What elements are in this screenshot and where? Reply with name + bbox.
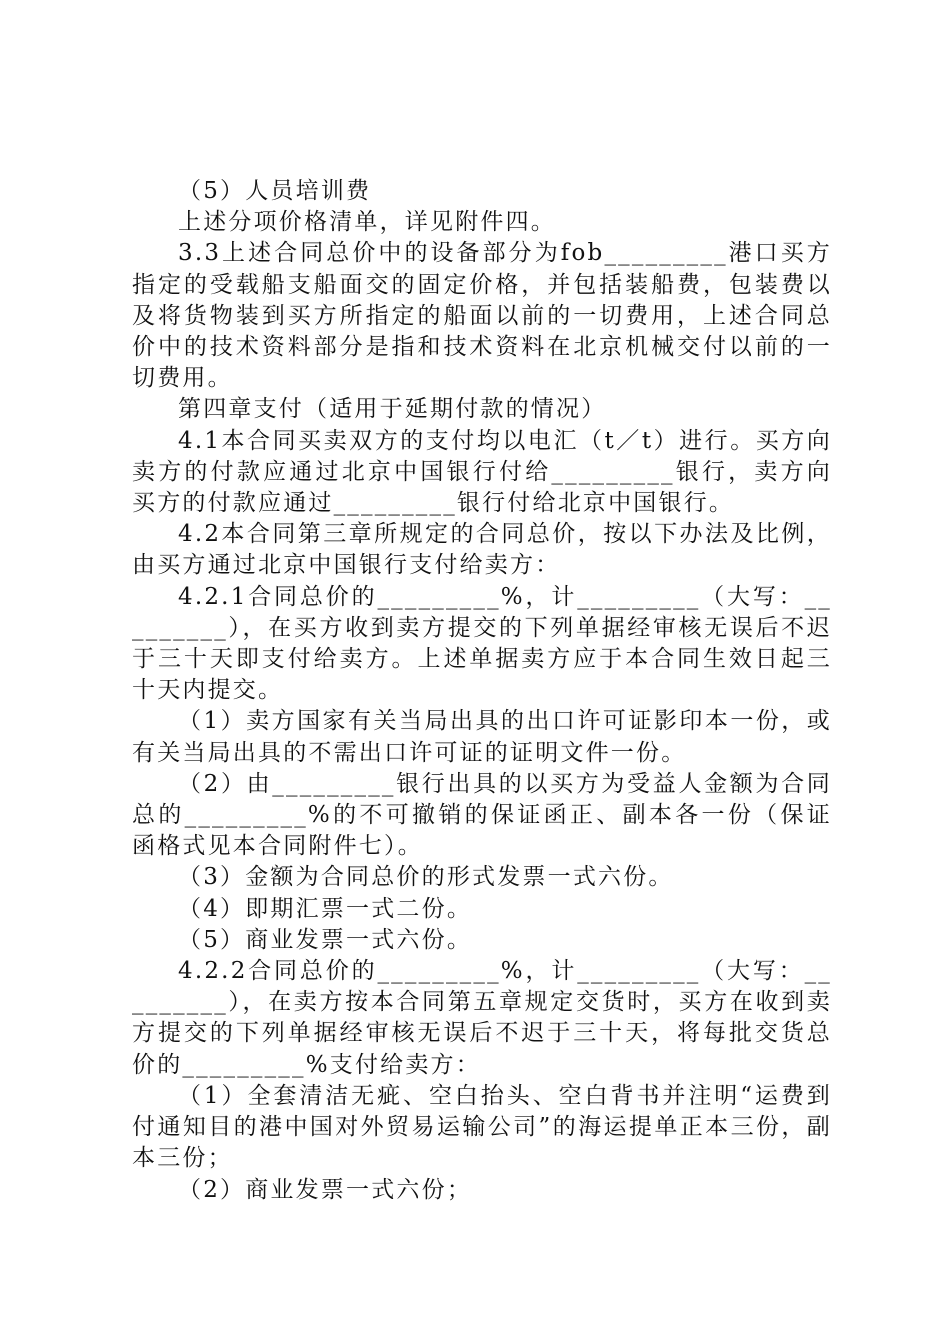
chapter-4-heading: 第四章支付（适用于延期付款的情况）: [178, 396, 607, 423]
document-body: [132, 176, 832, 1206]
paragraph-price-list-note: 上述分项价格清单，详见附件四。: [178, 209, 556, 236]
paragraph-4-2-2: 4.2.2合同总价的_________%，计_________（大写：_________），在卖方按本合同第五章规定交货时，买方在收到卖方提交的下列单据经审核无误后不迟于三十天，将每批交货总价的_________%支付给卖方：: [132, 958, 832, 1078]
paragraph-4-2: 4.2本合同第三章所规定的合同总价，按以下办法及比例，由买方通过北京中国银行支付给卖方：: [132, 521, 832, 579]
list-item-commercial-invoice: （5）商业发票一式六份。: [178, 926, 473, 953]
list-item-sight-draft: （4）即期汇票一式二份。: [178, 895, 473, 922]
paragraph-personnel-training-fee: （5）人员培训费: [178, 178, 372, 204]
paragraph-4-2-1: 4.2.1合同总价的_________%，计_________（大写：_________），在买方收到卖方提交的下列单据经审核无误后不迟于三十天即支付给卖方。上述单据卖方应于本合同生效日起三十天内提交。: [132, 583, 832, 704]
paragraph-3-3: 3.3上述合同总价中的设备部分为fob_________港口买方指定的受载船支船面交的固定价格，并包括装船费，包装费以及将货物装到买方所指定的船面以前的一切费用，上述合同总价中的技术资料部分是指和技术资料在北京机械交付以前的一切费用。: [132, 240, 832, 392]
list-item-proforma-invoice: （3）金额为合同总价的形式发票一式六份。: [178, 864, 674, 891]
list-item-guarantee-letter: （2）由_________银行出具的以买方为受益人金额为合同总的_________%的不可撤销的保证函正、副本各一份（保证函格式见本合同附件七）。: [132, 770, 832, 860]
list-item-commercial-invoice-2: （2）商业发票一式六份；: [178, 1176, 473, 1203]
list-item-bill-of-lading: （1）全套清洁无疵、空白抬头、空白背书并注明“运费到付通知目的港中国对外贸易运输公司”的海运提单正本三份，副本三份；: [132, 1082, 832, 1172]
list-item-export-license: （1）卖方国家有关当局出具的出口许可证影印本一份，或有关当局出具的不需出口许可证的证明文件一份。: [132, 708, 832, 766]
paragraph-4-1: 4.1本合同买卖双方的支付均以电汇（t／t）进行。买方向卖方的付款应通过北京中国银行付给_________银行，卖方向买方的付款应通过_________银行付给北京中国银行。: [132, 427, 832, 517]
